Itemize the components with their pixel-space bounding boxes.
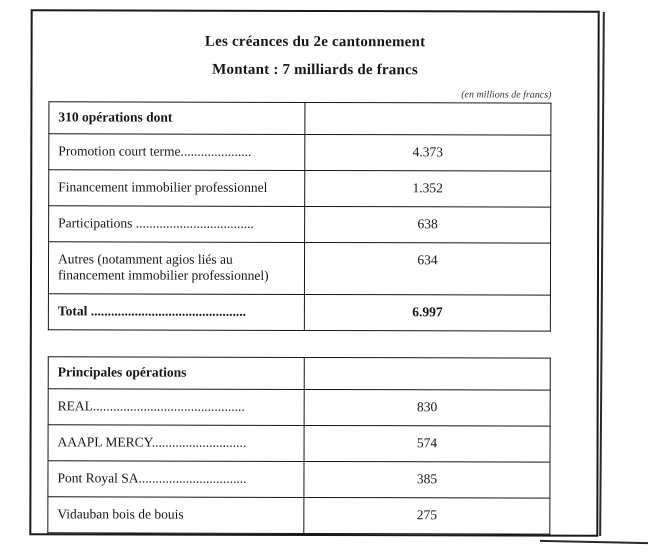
- table-row: [48, 425, 550, 462]
- table-row: [49, 170, 551, 207]
- table-row: [48, 461, 550, 498]
- table-header-value: [304, 358, 550, 391]
- row-label: Participations ...................................: [49, 205, 305, 242]
- row-label: Vidauban bois de bouis: [48, 496, 304, 533]
- table-header-label: Principales opérations: [48, 357, 304, 390]
- row-value: 275: [304, 497, 550, 534]
- row-label: Promotion court terme.....................: [49, 134, 305, 171]
- row-label: Financement immobilier professionnel: [49, 170, 305, 207]
- total-value: 6.997: [304, 295, 550, 332]
- table-row: [49, 102, 551, 135]
- table-row: [48, 389, 550, 426]
- table-row: [49, 134, 551, 171]
- row-value: 574: [304, 425, 550, 462]
- table-header-value: [305, 102, 551, 135]
- row-value: 638: [305, 206, 551, 243]
- row-value: 385: [304, 461, 550, 498]
- row-label: Pont Royal SA................................: [48, 461, 304, 498]
- scan-page-edge-right: [599, 12, 605, 536]
- table-header-label: 310 opérations dont: [49, 102, 305, 135]
- principal-operations-table: [47, 356, 550, 534]
- row-label: AAAPL MERCY............................: [48, 425, 304, 462]
- table-row: [48, 241, 550, 295]
- table-row-total: [48, 294, 550, 331]
- row-value: 634: [304, 242, 550, 295]
- table-row: [48, 496, 550, 533]
- row-label: REAL.............................................: [48, 389, 304, 426]
- table-row: [48, 357, 550, 390]
- row-label: Autres (notamment agios liés au financement immobilier professionnel): [48, 241, 304, 294]
- row-value: 4.373: [305, 134, 551, 171]
- document-subtitle: Montant : 7 milliards de francs: [212, 61, 418, 79]
- operations-table: [48, 101, 552, 331]
- document-title: Les créances du 2e cantonnement: [204, 33, 426, 51]
- unit-note: (en millions de francs): [461, 89, 552, 101]
- document-frame: [29, 9, 599, 536]
- scan-page-edge-bottom: [540, 540, 648, 544]
- row-value: 830: [304, 389, 550, 426]
- table-row: [49, 205, 551, 242]
- row-value: 1.352: [305, 170, 551, 207]
- total-label: Total ..............................................: [48, 294, 304, 331]
